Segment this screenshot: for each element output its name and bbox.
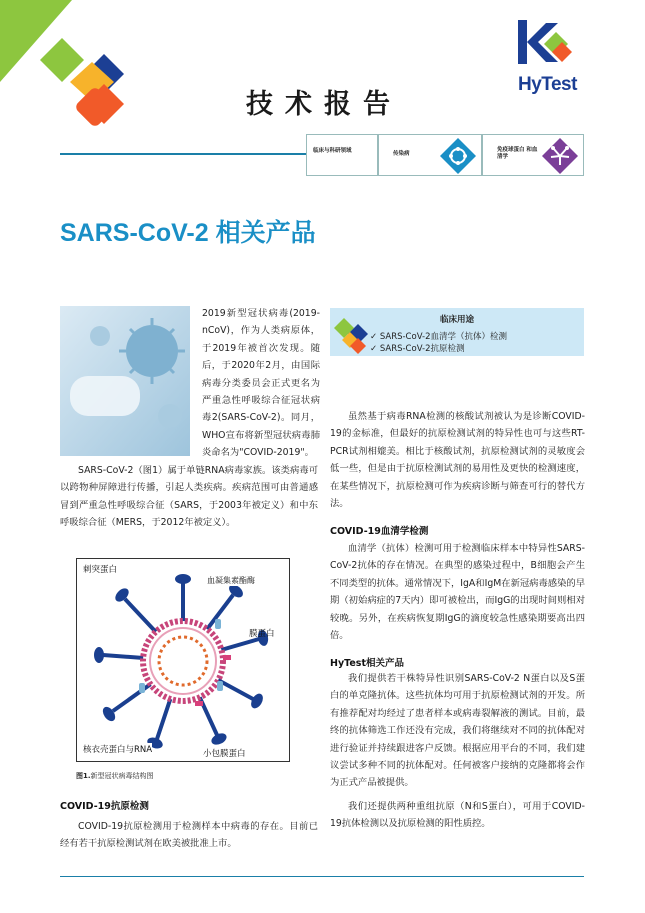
virus-icon — [439, 137, 477, 175]
clinical-use-item: ✓ SARS-CoV-2血清学（抗体）检测 — [370, 332, 507, 342]
clinical-box-decoration-overlay — [330, 316, 372, 356]
label-spike-protein: 刺突蛋白 — [83, 565, 118, 575]
footer-rule — [60, 876, 584, 877]
category-infectious-disease — [378, 134, 482, 176]
header-rule — [60, 153, 306, 155]
category-clinical-research — [306, 134, 378, 176]
virus-structure-diagram — [76, 558, 290, 762]
virus-structure-illustration — [77, 559, 289, 761]
label-envelope-protein: 小包膜蛋白 — [203, 749, 246, 759]
serology-paragraph: 血清学（抗体）检测可用于检测临床样本中特异性SARS-CoV-2抗体的存在情况。在典型的感染过程中，B细胞会产生不同类型的抗体。通常情况下，IgA和IgM在新冠病毒感染的早期（初始病症的7天内）即可被检出，而IgG的出现时间则相对较晚。另外，在疾病恢复期IgG的滴度较急性感染期要高出四倍。 — [330, 543, 585, 642]
figure-caption-prefix: 图1. — [76, 772, 91, 780]
corner-decoration — [0, 0, 140, 140]
label-membrane-protein: 膜蛋白 — [249, 629, 275, 639]
figure-caption — [76, 771, 154, 781]
category-label: 传染病 — [393, 151, 410, 157]
intro-paragraph-2: SARS-CoV-2（图1）属于单链RNA病毒家族。该类病毒可以跨物种屏障进行传播，引起人类疾病。疾病范围可由普通感冒到严重急性呼吸综合征（SARS，于2003年被定义）和中东呼吸综合征（MERS，于2012年被定义）。 — [60, 465, 318, 529]
clinical-use-item: ✓ SARS-CoV-2抗原检测 — [370, 344, 465, 354]
figure-caption-text: 新型冠状病毒结构图 — [90, 772, 154, 780]
right-intro-paragraph: 虽然基于病毒RNA检测的核酸试剂被认为是诊断COVID-19的金标准，但最好的抗原检测试剂的特异性也可与这些RT-PCR试剂相媲美。相比于核酸试剂，抗原检测试剂的灵敏度会低一些，但是由于抗原检测试剂的易用性及更快的检测速度，在某些情况下，抗原检测可作为疾病诊断与筛查可行的替代方法。 — [330, 411, 585, 510]
hytest-products-paragraph-2: 我们还提供两种重组抗原（N和S蛋白），可用于COVID-19抗体检测以及抗原检测的阳性质控。 — [330, 801, 585, 830]
main-title: SARS-CoV-2 相关产品 — [60, 219, 316, 247]
antigen-paragraph: COVID-19抗原检测用于检测样本中病毒的存在。目前已经有若干抗原检测试剂在欧美被批准上市。 — [60, 821, 318, 850]
intro-paragraph-1: 2019新型冠状病毒(2019-nCoV)，作为人类病原体，于2019年被首次发现。随后，于2020年2月，由国际病毒分类委员会正式更名为严重急性呼吸综合征冠状病毒2(SARS-CoV-2)。同月，WHO宣布将新型冠状病毒肺炎命名为"COVID-2019"。 — [202, 308, 320, 459]
hytest-products-paragraph-1: 我们提供若干株特异性识别SARS-CoV-2 N蛋白以及S蛋白的单克隆抗体。这些抗体均可用于抗原检测试剂的开发。所有推荐配对均经过了患者样本或病毒裂解液的测试。目前，最终的抗体筛选工作还没有完成，我们将继续对不同的抗体配对进行验证并持续跟进客户反馈。根据应用平台的不同，我们建议尝试多种不同的抗体配对。任何被客户接纳的克隆都将会作为正式产品被提供。 — [330, 673, 585, 789]
virus-photo — [60, 306, 190, 456]
antigen-heading: COVID-19抗原检测 — [60, 801, 149, 812]
serology-heading: COVID-19血清学检测 — [330, 526, 429, 537]
antibody-icon — [541, 137, 579, 175]
clinical-use-title: 临床用途 — [439, 315, 474, 325]
report-title: 技术报告 — [246, 89, 402, 120]
category-label: 临床与科研领域 — [313, 148, 352, 154]
category-label: 免疫球蛋白 和血清学 — [497, 147, 538, 160]
category-immunoglobulin — [482, 134, 584, 176]
hytest-products-heading: HyTest相关产品 — [330, 658, 405, 669]
brand-name: HyTest — [518, 74, 577, 95]
label-nucleocapsid: 核衣壳蛋白与RNA — [83, 745, 153, 755]
hytest-logo — [516, 18, 588, 80]
label-hemagglutinin-esterase: 血凝集素酯酶 — [207, 576, 255, 585]
